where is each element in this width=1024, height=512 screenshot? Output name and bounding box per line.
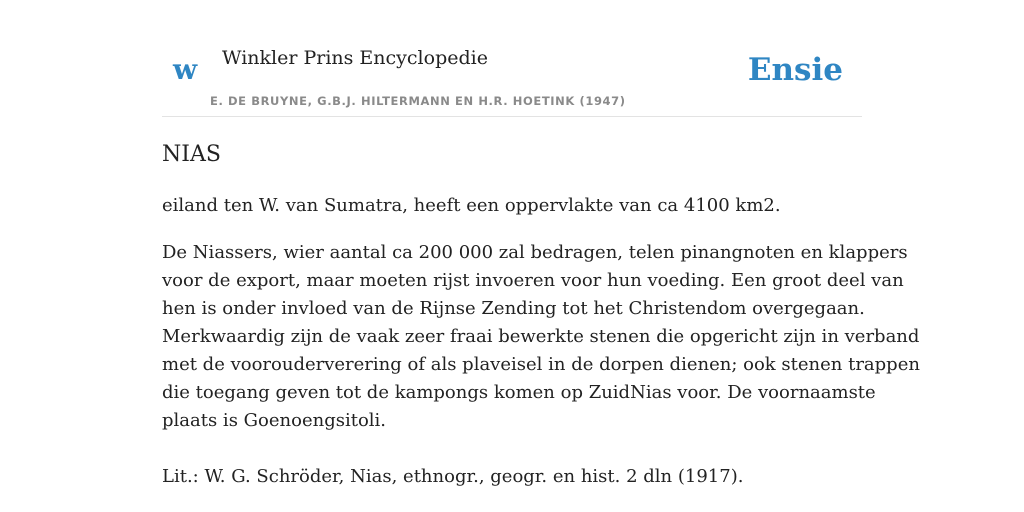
article-paragraph-intro: eiland ten W. van Sumatra, heeft een oppervlakte van ca 4100 km2. — [162, 195, 781, 216]
body-line: Merkwaardig zijn de vaak zeer fraai bewerkte stenen die opgericht zijn in verband — [162, 326, 920, 347]
body-line: plaats is Goenoengsitoli. — [162, 410, 387, 431]
article-literature: Lit.: W. G. Schröder, Nias, ethnogr., geogr. en hist. 2 dln (1917). — [162, 466, 744, 487]
article-headword: NIAS — [162, 142, 221, 167]
body-line: De Niassers, wier aantal ca 200 000 zal bedragen, telen pinangnoten en klappers — [162, 242, 908, 263]
body-line: voor de export, maar moeten rijst invoeren voor hun voeding. Een groot deel van — [162, 270, 904, 291]
source-authors: E. DE BRUYNE, G.B.J. HILTERMANN EN H.R. HOETINK (1947) — [210, 94, 626, 108]
winkler-prins-logo-icon[interactable]: w — [173, 53, 198, 86]
body-line: met de voorouderverering of als plaveisel in de dorpen dienen; ook stenen trappen — [162, 354, 920, 375]
source-header — [162, 40, 862, 117]
body-line: hen is onder invloed van de Rijnse Zending tot het Christendom overgegaan. — [162, 298, 865, 319]
ensie-brand-logo[interactable]: Ensie — [747, 52, 843, 88]
body-line: die toegang geven tot de kampongs komen op ZuidNias voor. De voornaamste — [162, 382, 876, 403]
source-title[interactable]: Winkler Prins Encyclopedie — [222, 47, 488, 69]
article-paragraph-body — [162, 239, 920, 435]
